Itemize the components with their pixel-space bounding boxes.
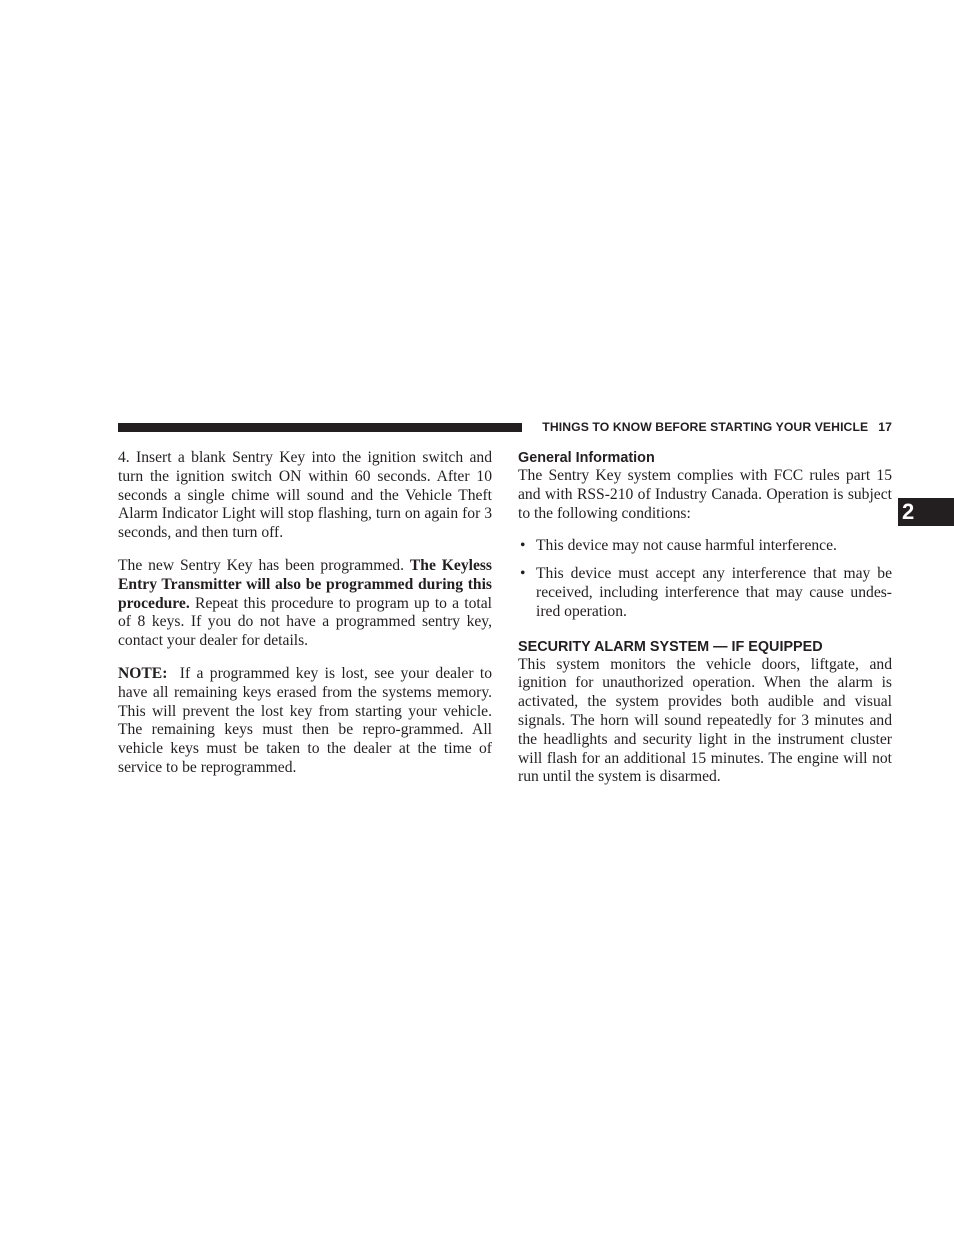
list-item: [518, 537, 892, 556]
programmed-paragraph: [118, 557, 492, 651]
header-title: THINGS TO KNOW BEFORE STARTING YOUR VEHICLE: [542, 420, 869, 434]
step-4-paragraph: 4. Insert a blank Sentry Key into the ignition switch and turn the ignition switch ON within 60 seconds. After 10 seconds a single chime will sound and the Vehicle Theft Alarm Indicator Light will stop flashing, turn on again for 3 seconds, and then turn off.: [118, 449, 492, 542]
list-item: [518, 565, 892, 621]
note-label: NOTE:: [118, 664, 168, 682]
programmed-intro: The new Sentry Key has been programmed.: [118, 556, 410, 574]
right-column: [518, 449, 892, 801]
note-text: If a programmed key is lost, see your dealer to have all remaining keys erased from the systems memory. This will prevent the lost key from starting your vehicle. The remaining keys must then be repro-grammed. All vehicle keys must be taken to the dealer at the time of service to be reprogrammed.: [118, 664, 492, 776]
running-header: [530, 419, 892, 435]
list-item-text: This device may not cause harmful interference.: [536, 537, 837, 555]
programmed-bold-text: The Keyless Entry Transmitter will also be programmed during this procedure.: [118, 556, 493, 612]
left-column: [118, 449, 492, 792]
conditions-list: [518, 537, 892, 621]
security-alarm-text: This system monitors the vehicle doors, liftgate, and ignition for unauthorized operation. When the alarm is activated, the system provides both audible and visual signals. The horn will sound repeatedly for 3 minutes and the headlights and security light in the instrument cluster will flash for an additional 15 minutes. The engine will not run until the system is disarmed.: [518, 655, 892, 786]
list-item-text: This device must accept any interference that may be received, including interference that may cause undes-ired operation.: [536, 565, 892, 620]
general-information-heading: General Information: [518, 450, 655, 466]
security-alarm-heading: SECURITY ALARM SYSTEM — IF EQUIPPED: [518, 638, 823, 655]
general-information-text: The Sentry Key system complies with FCC rules part 15 and with RSS-210 of Industry Canada. Operation is subject to the following conditions:: [518, 467, 892, 522]
programmed-rest: Repeat this procedure to program up to a total of 8 keys. If you do not have a programmed sentry key, contact your dealer for details.: [118, 594, 492, 650]
bullet-icon: •: [520, 537, 526, 555]
page-number: 17: [878, 420, 892, 434]
header-rule: [118, 423, 522, 432]
chapter-tab: 2: [898, 498, 954, 526]
bullet-icon: •: [520, 565, 526, 583]
note-paragraph: [118, 665, 492, 778]
